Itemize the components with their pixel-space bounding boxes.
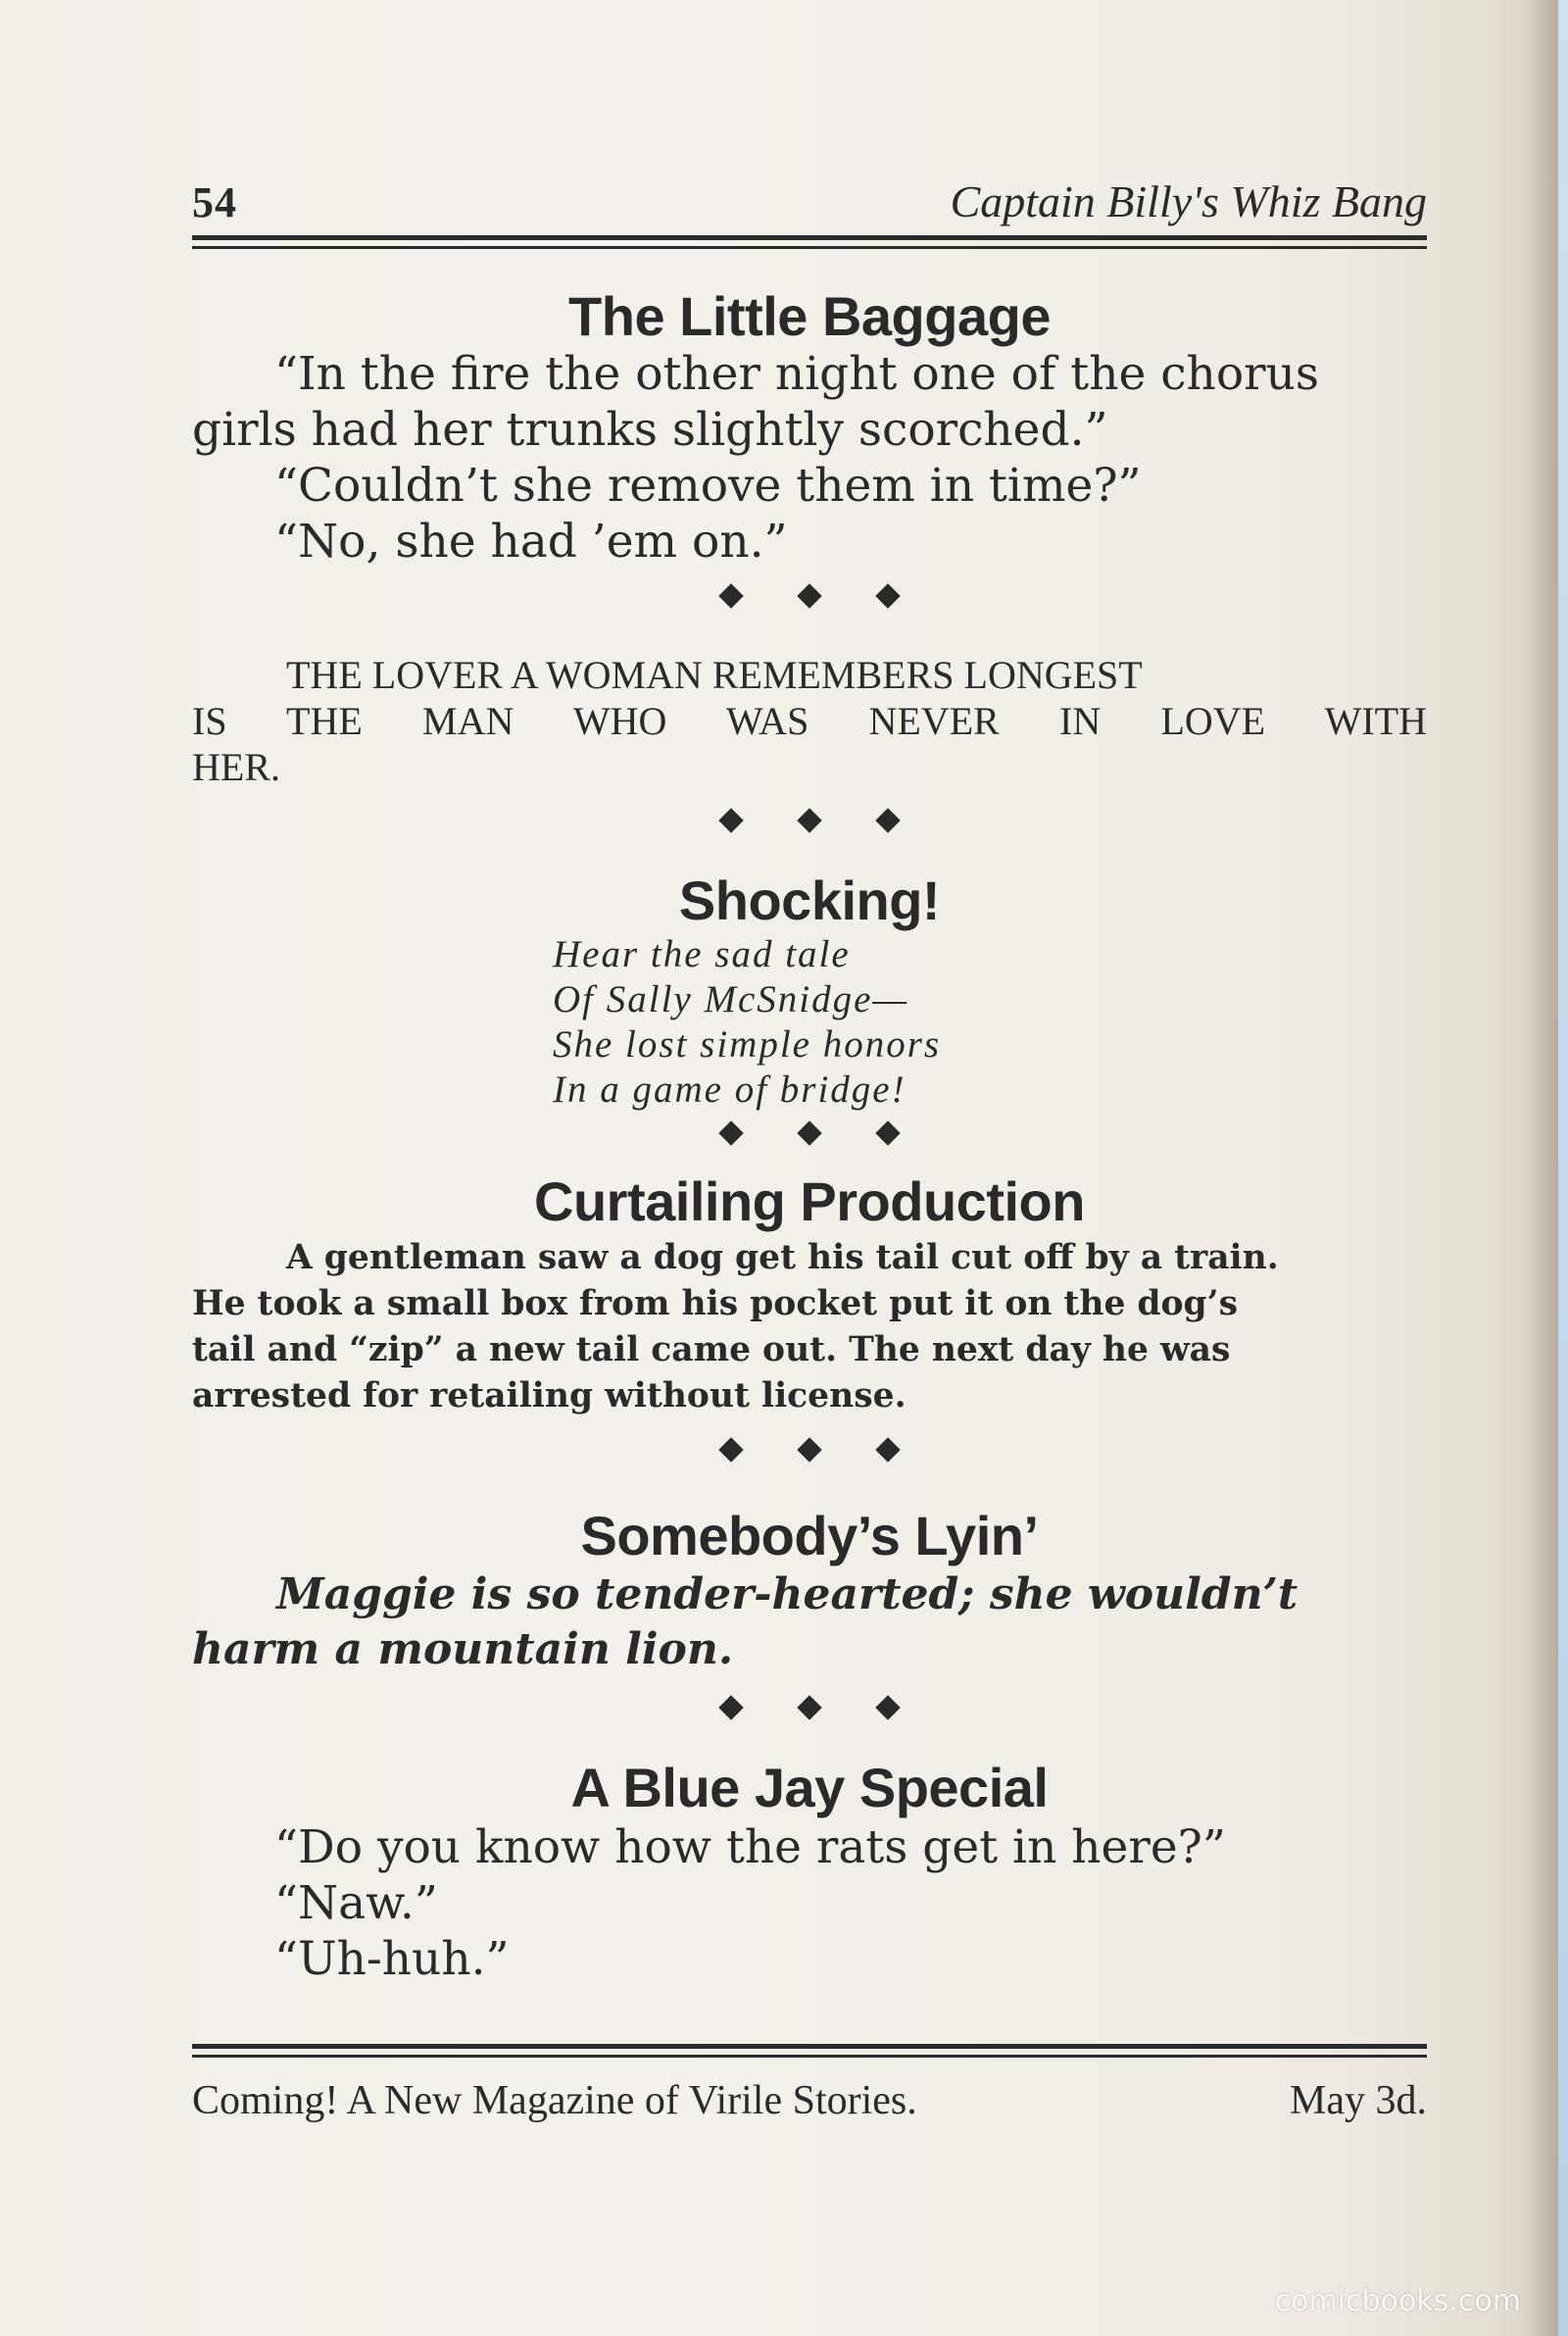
joke-line: arrested for retailing without license.: [192, 1376, 906, 1416]
joke-line: harm a mountain lion.: [192, 1624, 734, 1674]
separator-dots: [192, 1699, 1427, 1716]
separator-dot: [875, 583, 900, 608]
heading-blue-jay-special: A Blue Jay Special: [570, 1757, 1049, 1818]
separator-dot: [718, 583, 743, 608]
joke-line: “Naw.”: [274, 1876, 438, 1930]
joke-line: Maggie is so tender-hearted; she wouldn’t: [276, 1569, 1298, 1619]
separator-dot: [718, 808, 743, 832]
joke-line: “Couldn’t she remove them in time?”: [274, 459, 1142, 513]
joke-little-baggage: [192, 346, 1427, 570]
poem-line: She lost simple honors: [553, 1023, 942, 1066]
separator-dot: [875, 1695, 900, 1719]
footer-rule: [192, 2044, 1427, 2058]
separator-dots: [192, 1441, 1427, 1459]
footer-date: May 3d.: [1290, 2078, 1427, 2123]
separator-dot: [797, 808, 821, 832]
running-head: [192, 167, 1427, 227]
footer-announcement: Coming! A New Magazine of Virile Stories.: [192, 2078, 917, 2123]
page-content: [192, 167, 1427, 2124]
separator-dots: [192, 587, 1427, 605]
poem-line: Of Sally McSnidge—: [553, 978, 909, 1020]
joke-line: “In the fire the other night one of the chorus: [274, 347, 1319, 401]
joke-line: “Uh-huh.”: [274, 1932, 510, 1986]
aphorism-line: THE LOVER A WOMAN REMEMBERS LONGEST: [286, 653, 1143, 697]
joke-line: girls had her trunks slightly scorched.”: [192, 403, 1108, 457]
heading-somebodys-lyin: Somebody’s Lyin’: [580, 1505, 1039, 1566]
separator-dot: [875, 808, 900, 832]
page-number: 54: [192, 178, 237, 226]
poem-line: Hear the sad tale: [553, 933, 851, 975]
separator-dot: [718, 1695, 743, 1719]
scan-edge: [1558, 0, 1568, 2336]
joke-line: “No, she had ’em on.”: [274, 515, 788, 569]
separator-dot: [875, 1437, 900, 1462]
separator-dot: [797, 583, 821, 608]
running-title: Captain Billy's Whiz Bang: [950, 176, 1427, 226]
separator-dot: [797, 1695, 821, 1719]
joke-line: He took a small box from his pocket put it on the dog’s: [192, 1284, 1239, 1323]
separator-dot: [718, 1437, 743, 1462]
joke-somebodys-lyin: [192, 1567, 1427, 1677]
separator-dots: [192, 1124, 1427, 1142]
separator-dot: [797, 1437, 821, 1462]
joke-curtailing-production: [192, 1235, 1427, 1419]
joke-blue-jay-special: [192, 1819, 1427, 1987]
footer: [192, 2077, 1427, 2124]
separator-dot: [797, 1120, 821, 1145]
watermark: comicbooks.com: [1274, 2284, 1521, 2318]
aphorism-line: IS THE MAN WHO WAS NEVER IN LOVE WITH: [192, 699, 1427, 743]
aphorism-lover: [192, 652, 1427, 790]
heading-shocking: Shocking!: [678, 870, 941, 931]
header-rule: [192, 235, 1427, 249]
heading-curtailing-production: Curtailing Production: [534, 1170, 1085, 1232]
poem-line: In a game of bridge!: [553, 1069, 906, 1111]
separator-dots: [192, 812, 1427, 829]
separator-dot: [718, 1120, 743, 1145]
poem-shocking: [553, 932, 1427, 1113]
separator-dot: [875, 1120, 900, 1145]
aphorism-line: HER.: [192, 745, 280, 789]
joke-line: “Do you know how the rats get in here?”: [274, 1820, 1226, 1874]
heading-little-baggage: The Little Baggage: [568, 285, 1051, 347]
joke-line: tail and “zip” a new tail came out. The next day he was: [192, 1330, 1231, 1369]
joke-line: A gentleman saw a dog get his tail cut off by a train.: [286, 1238, 1279, 1277]
